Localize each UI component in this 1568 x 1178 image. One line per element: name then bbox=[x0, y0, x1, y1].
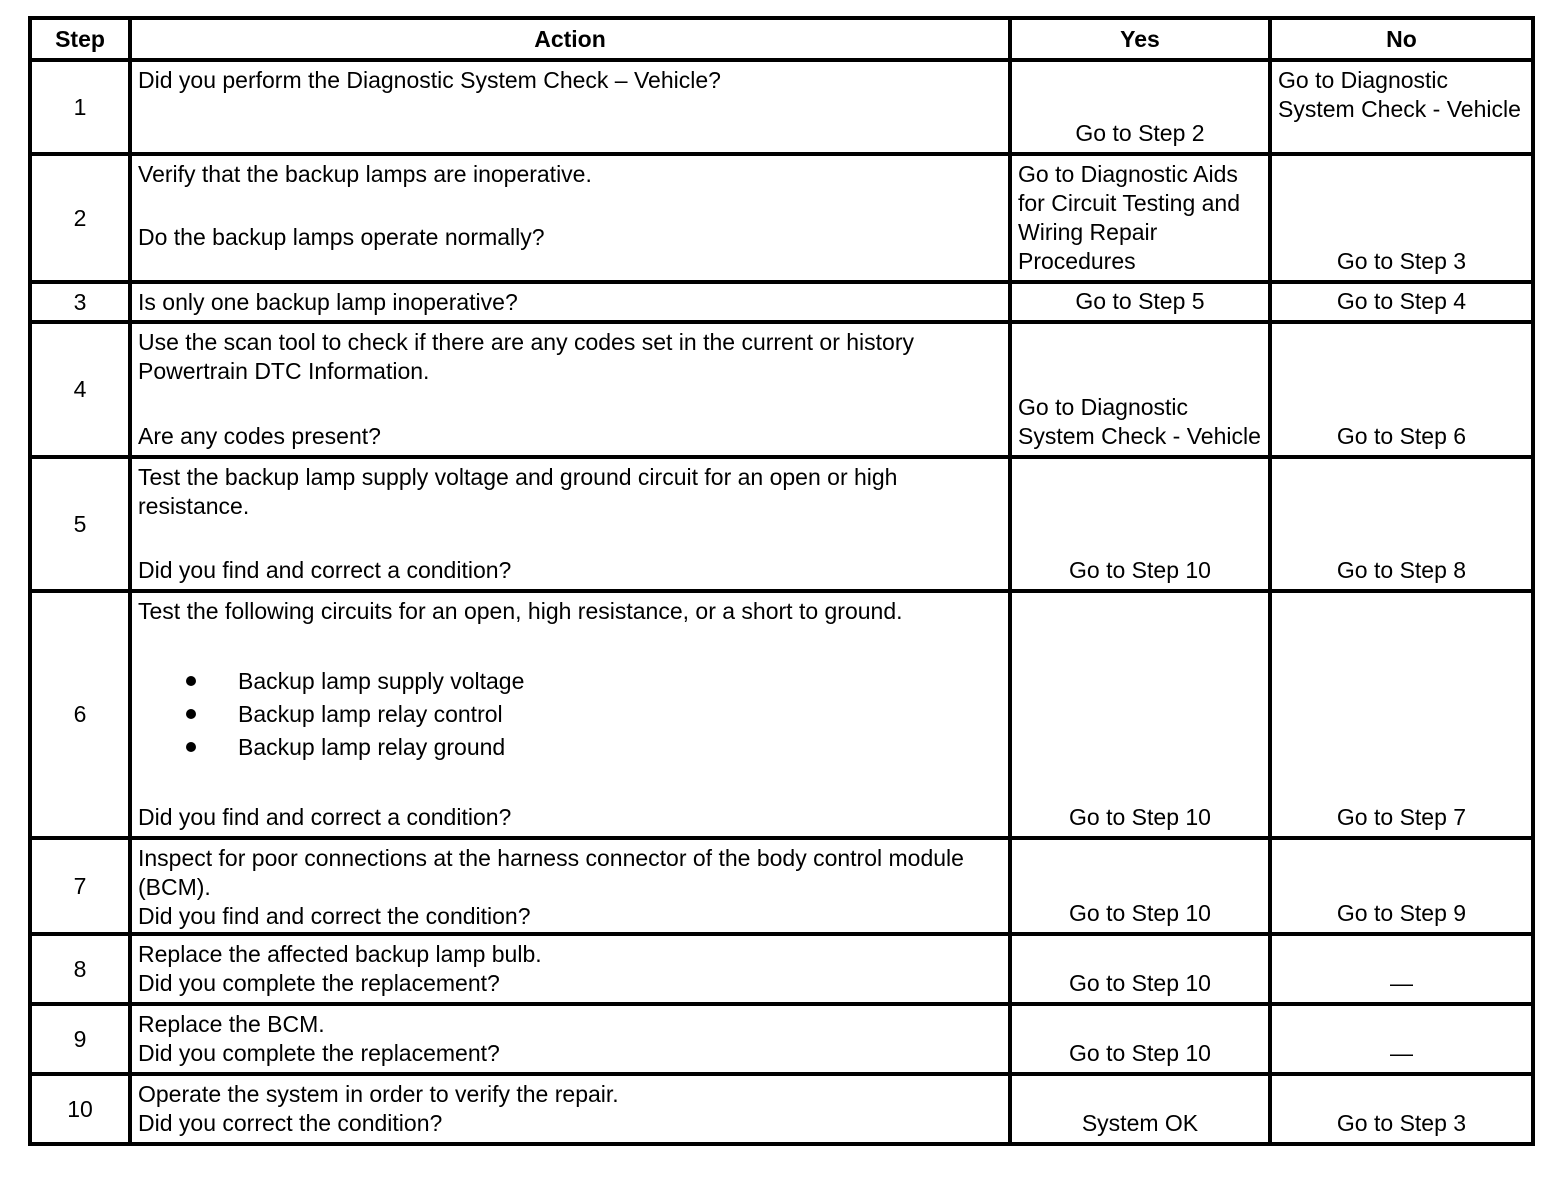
diagnostic-table bbox=[28, 16, 1535, 1146]
bullet-icon bbox=[186, 709, 196, 719]
header-yes: Yes bbox=[1010, 18, 1270, 60]
action-question: Did you complete the replacement? bbox=[138, 1040, 500, 1066]
yes-cell: Go to Step 10 bbox=[1010, 457, 1270, 591]
table-row bbox=[30, 1004, 1533, 1074]
action-question: Do the backup lamps operate normally? bbox=[138, 224, 545, 250]
yes-cell: Go to Diagnostic Aids for Circuit Testing and Wiring Repair Procedures bbox=[1010, 154, 1270, 282]
step-number: 1 bbox=[30, 60, 130, 154]
action-cell bbox=[130, 322, 1010, 457]
table-row bbox=[30, 282, 1533, 322]
list-item: Backup lamp supply voltage bbox=[186, 665, 1002, 698]
no-cell: Go to Step 7 bbox=[1270, 591, 1533, 838]
step-number: 9 bbox=[30, 1004, 130, 1074]
action-text: Operate the system in order to verify the repair. bbox=[138, 1081, 619, 1107]
yes-cell: System OK bbox=[1010, 1074, 1270, 1144]
header-row bbox=[30, 18, 1533, 60]
action-cell bbox=[130, 1004, 1010, 1074]
yes-cell: Go to Step 10 bbox=[1010, 591, 1270, 838]
table-row bbox=[30, 1074, 1533, 1144]
table-row bbox=[30, 591, 1533, 838]
yes-cell: Go to Diagnostic System Check - Vehicle bbox=[1010, 322, 1270, 457]
action-cell bbox=[130, 591, 1010, 838]
action-cell bbox=[130, 60, 1010, 154]
bullet-icon bbox=[186, 742, 196, 752]
action-text: Verify that the backup lamps are inoperative. bbox=[138, 161, 592, 187]
action-question: Did you correct the condition? bbox=[138, 1110, 443, 1136]
action-text: Test the following circuits for an open, high resistance, or a short to ground. bbox=[138, 598, 903, 624]
header-no: No bbox=[1270, 18, 1533, 60]
header-step: Step bbox=[30, 18, 130, 60]
no-cell: Go to Step 3 bbox=[1270, 154, 1533, 282]
step-number: 5 bbox=[30, 457, 130, 591]
action-cell bbox=[130, 934, 1010, 1004]
action-text: Is only one backup lamp inoperative? bbox=[138, 289, 518, 315]
action-cell bbox=[130, 1074, 1010, 1144]
action-text: Replace the affected backup lamp bulb. bbox=[138, 941, 542, 967]
action-question: Did you find and correct the condition? bbox=[138, 903, 531, 929]
bullet-icon bbox=[186, 676, 196, 686]
yes-cell: Go to Step 10 bbox=[1010, 838, 1270, 934]
yes-cell: Go to Step 2 bbox=[1010, 60, 1270, 154]
table-row bbox=[30, 322, 1533, 457]
no-cell: — bbox=[1270, 934, 1533, 1004]
action-text: Replace the BCM. bbox=[138, 1011, 325, 1037]
step-number: 6 bbox=[30, 591, 130, 838]
yes-cell: Go to Step 10 bbox=[1010, 1004, 1270, 1074]
list-item: Backup lamp relay ground bbox=[186, 731, 1002, 764]
action-cell bbox=[130, 838, 1010, 934]
action-question: Did you find and correct a condition? bbox=[138, 557, 512, 583]
table-row bbox=[30, 838, 1533, 934]
action-text: Use the scan tool to check if there are any codes set in the current or history Powertrain DTC Information. bbox=[138, 329, 915, 384]
no-cell: Go to Step 8 bbox=[1270, 457, 1533, 591]
no-cell: Go to Step 6 bbox=[1270, 322, 1533, 457]
no-cell: Go to Step 3 bbox=[1270, 1074, 1533, 1144]
action-question: Did you complete the replacement? bbox=[138, 970, 500, 996]
no-cell: Go to Diagnostic System Check - Vehicle bbox=[1270, 60, 1533, 154]
header-action: Action bbox=[130, 18, 1010, 60]
action-text: Did you perform the Diagnostic System Check – Vehicle? bbox=[138, 67, 721, 93]
list-item: Backup lamp relay control bbox=[186, 698, 1002, 731]
action-text: Inspect for poor connections at the harness connector of the body control module (BCM). bbox=[138, 845, 964, 900]
step-number: 10 bbox=[30, 1074, 130, 1144]
action-text: Test the backup lamp supply voltage and ground circuit for an open or high resistance. bbox=[138, 464, 898, 519]
step-number: 7 bbox=[30, 838, 130, 934]
no-cell: — bbox=[1270, 1004, 1533, 1074]
step-number: 8 bbox=[30, 934, 130, 1004]
step-number: 2 bbox=[30, 154, 130, 282]
action-question: Are any codes present? bbox=[138, 423, 381, 449]
action-cell bbox=[130, 282, 1010, 322]
action-question: Did you find and correct a condition? bbox=[138, 804, 512, 830]
table-row bbox=[30, 457, 1533, 591]
yes-cell: Go to Step 5 bbox=[1010, 282, 1270, 322]
action-cell bbox=[130, 457, 1010, 591]
no-cell: Go to Step 9 bbox=[1270, 838, 1533, 934]
action-cell bbox=[130, 154, 1010, 282]
yes-cell: Go to Step 10 bbox=[1010, 934, 1270, 1004]
step-number: 3 bbox=[30, 282, 130, 322]
step-number: 4 bbox=[30, 322, 130, 457]
no-cell: Go to Step 4 bbox=[1270, 282, 1533, 322]
table-row bbox=[30, 60, 1533, 154]
table-row bbox=[30, 154, 1533, 282]
circuit-list bbox=[138, 665, 1002, 764]
table-row bbox=[30, 934, 1533, 1004]
